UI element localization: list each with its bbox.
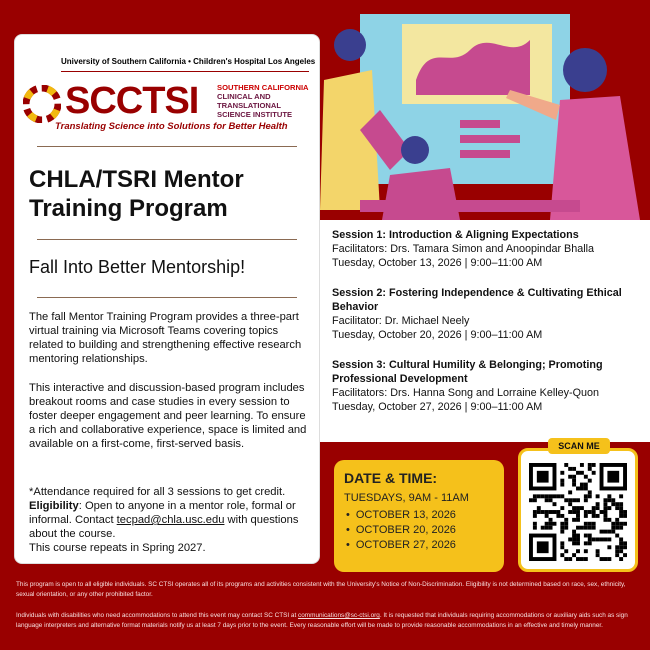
session-facilitators: Facilitator: Dr. Michael Neely	[332, 315, 470, 327]
org-divider	[61, 71, 309, 72]
qr-frame	[518, 448, 638, 572]
date-item: • OCTOBER 13, 2026	[346, 508, 456, 523]
date-item: • OCTOBER 20, 2026	[346, 523, 456, 538]
session-datetime: Tuesday, October 27, 2026 | 9:00–11:00 AM	[332, 401, 543, 413]
session-facilitators: Facilitators: Drs. Tamara Simon and Anoopindar Bhalla	[332, 243, 595, 255]
date-list	[346, 508, 456, 553]
logo-subtitle: SOUTHERN CALIFORNIA CLINICAL AND TRANSLATIONAL SCIENCE INSTITUTE	[217, 83, 309, 119]
eligibility-block	[29, 485, 313, 555]
logo-wordmark: SCCTSI	[65, 80, 199, 122]
description-paragraph: The fall Mentor Training Program provides a three-part virtual training via Microsoft Teams covering topics related to building and strengthening effective research mentoring relationships.	[29, 311, 302, 365]
date-time-box	[334, 460, 504, 572]
contact-email-link[interactable]: tecpad@chla.usc.edu	[116, 514, 225, 526]
qr-code-icon[interactable]	[529, 463, 627, 561]
date-time-title: DATE & TIME:	[344, 470, 438, 486]
page-title: CHLA/TSRI Mentor Training Program	[29, 166, 244, 222]
session-datetime: Tuesday, October 20, 2026 | 9:00–11:00 AM	[332, 329, 543, 341]
tagline: Translating Science into Solutions for Better Health	[55, 121, 288, 132]
nondiscrimination-notice: This program is open to all eligible individuals. SC CTSI operates all of its programs and activities consistent with the University's Notice of Non-Discrimination. Eligibility is not determined based on race, sex, ethnicity, sexual orientation, or any other prohibited factor.	[16, 581, 626, 598]
session-title: Session 3: Cultural Humility & Belonging; Promoting Professional Development	[332, 359, 603, 385]
page-subtitle: Fall Into Better Mentorship!	[29, 257, 246, 277]
sessions-panel	[320, 220, 650, 442]
qr-code-block[interactable]	[518, 438, 640, 574]
accessibility-notice: Individuals with disabilities who need accommodations to attend this event may contact SC CTSI at communications@sc-ctsi.org. It is requested that individuals requiring accommodations or auxiliary aids such as sign language interpreters and alternative format materials notify us at least 7 days prior to the event. Every reasonable effort will be made to provide reasonable accommodations in an effective and timely manner.	[16, 612, 628, 629]
divider	[37, 239, 297, 240]
program-card	[14, 34, 320, 564]
session-item	[332, 228, 644, 270]
team-illustration	[320, 0, 650, 220]
repeat-note: This course repeats in Spring 2027.	[29, 542, 206, 554]
session-item	[332, 286, 644, 342]
session-facilitators: Facilitators: Drs. Hanna Song and Lorraine Kelley-Quon	[332, 387, 600, 399]
accommodations-email-link[interactable]: communications@sc-ctsi.org	[298, 612, 380, 619]
divider	[37, 146, 297, 147]
people-at-chart-illustration-icon	[320, 0, 650, 220]
session-title: Session 2: Fostering Independence & Cultivating Ethical Behavior	[332, 287, 622, 313]
date-time-summary: TUESDAYS, 9AM - 11AM	[344, 492, 469, 504]
sc-ctsi-logo-mark-icon	[23, 85, 61, 123]
session-item	[332, 358, 644, 414]
session-datetime: Tuesday, October 13, 2026 | 9:00–11:00 AM	[332, 257, 543, 269]
date-item: • OCTOBER 27, 2026	[346, 538, 456, 553]
org-line: University of Southern California • Children's Hospital Los Angeles	[61, 57, 316, 66]
divider	[37, 297, 297, 298]
format-paragraph: This interactive and discussion-based program includes breakout rooms and case studies in every session to foster deeper engagement and peer learning. To ensure a rich and collaborative experience, space is limited and available on a first-come, first-served basis.	[29, 382, 307, 450]
eligibility-text: Eligibility: Open to anyone in a mentor role, formal or informal. Contact tecpad@chla.usc.edu with questions about the course.	[29, 500, 299, 540]
scan-me-label: SCAN ME	[548, 438, 610, 454]
session-title: Session 1: Introduction & Aligning Expectations	[332, 229, 579, 241]
attendance-note: *Attendance required for all 3 sessions to get credit.	[29, 486, 286, 498]
